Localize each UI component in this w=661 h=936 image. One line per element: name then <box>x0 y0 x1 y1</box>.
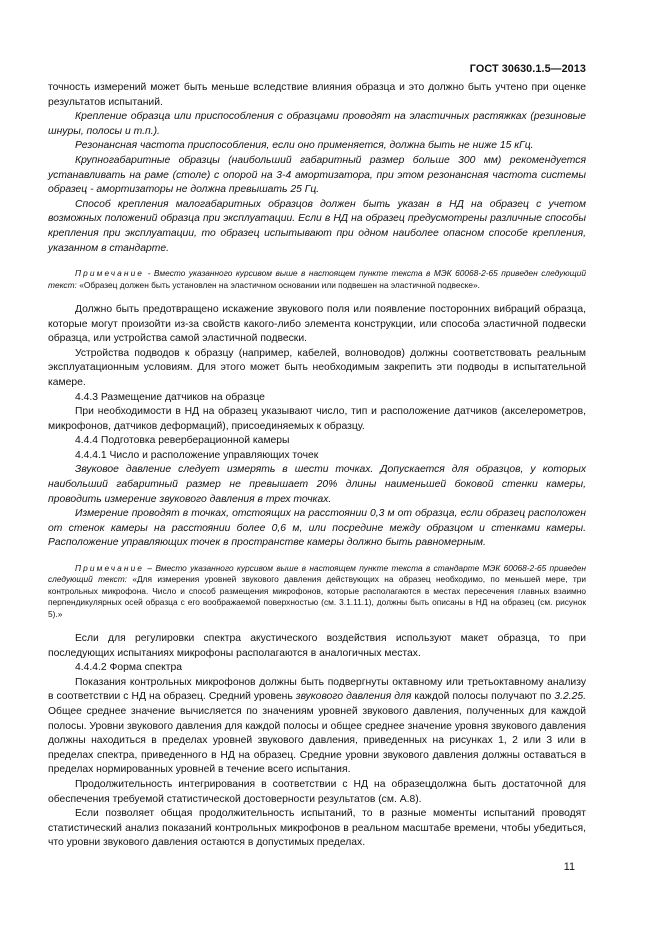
text-run: Показания контрольных микрофонов должны быть подвергнуты октавному или третьоктавному анализу в соответствии с НД на образец. Средний уровень <box>48 676 586 703</box>
paragraph-italic: Крупногабаритные образцы (наибольший габаритный размер больше 300 мм) рекомендуется устанавливать на раме (столе) с опорой на 3-4 амортизатора, при этом резонансная частота системы образец - амортизаторы не должна превышать 25 Гц. <box>48 154 586 196</box>
paragraph: При необходимости в НД на образец указывают число, тип и расположение датчиков (акселерометров, микрофонов, датчиков деформаций), присоединяемых к образцу. <box>48 406 586 432</box>
paragraph-italic: Звуковое давление следует измерять в шести точках. Допускается для образцов, у которых наибольший габаритный размер не превышает 20% длины наименьшей боковой стенки камеры, проводить измерение звукового давления в трех точках. <box>48 464 586 505</box>
note-label: Примечание <box>75 563 145 574</box>
paragraph-italic: Резонансная частота приспособления, если оно применяется, должна быть не ниже 15 кГц. <box>75 140 534 152</box>
document-body <box>48 81 586 851</box>
standard-header: ГОСТ 30630.1.5—2013 <box>469 63 586 75</box>
note-quote: «Для измерения уровней звукового давления действующих на образец необходимо, по меньшей мере, три контрольных микрофона. Число и способ размещения микрофонов, которые располагаются в местах пересечения главных взаимно перпендикулярных осей образца с его воображаемой поверхностью (см. 3.1.11.1), должны быть описаны в НД на образец (см. рисунок 5).» <box>48 574 586 619</box>
page-number: 11 <box>563 861 575 873</box>
paragraph: Продолжительность интегрирования в соответствии с НД на образецдолжна быть достаточной для обеспечения требуемой статистической достоверности результатов (см. А.8). <box>48 779 586 805</box>
note-2 <box>48 563 586 620</box>
paragraph-italic: Крепление образца или приспособления с образцами проводят на эластичных растяжках (резиновые шнуры, полосы и т.п.). <box>48 111 586 137</box>
section-heading-4-4-4-2: 4.4.4.2 Форма спектра <box>75 662 183 674</box>
paragraph: Должно быть предотвращено искажение звукового поля или появление посторонних вибраций образца, которые могут произойти из-за свойств какого-либо элемента конструкции, или способа эластичной подвески образца, или устройства самой эластичной подвески. <box>48 303 586 345</box>
text-run-italic: звукового давления для <box>295 691 412 703</box>
section-heading-4-4-3: 4.4.3 Размещение датчиков на образце <box>75 391 265 403</box>
paragraph: Устройства подводов к образцу (например, кабелей, волноводов) должны соответствовать реальным эксплуатационным условиям. Для этого может быть необходимым закрепить эти подводы в испытательной камере. <box>48 347 586 388</box>
paragraph-italic: Способ крепления малогабаритных образцов должен быть указан в НД на образец с учетом возможных положений образца при эксплуатации. Если в НД на образец предусмотрены различные способы крепления при эксплуатации, то образец испытывают при одном наиболее опасном способе крепления, указанном в стандарте. <box>48 198 586 254</box>
note-intro: - Вместо указанного курсивом выше в настоящем пункте текста в МЭК 60068-2-65 приведен следующий текст: <box>48 268 586 290</box>
note-quote: «Образец должен быть установлен на эластичном основании или подвешен на эластичной подвеске». <box>76 279 480 290</box>
note-intro: – Вместо указанного курсивом выше в настоящем пункте текста в стандарте МЭК 60068-2-65 приведен следующий текст: <box>48 563 586 585</box>
text-run: каждой полосы получают по <box>411 691 555 703</box>
text-run: Общее среднее значение вычисляется по значениям уровней звукового давления, полученных для каждой полосы. Уровни звукового давления для каждой полосы и общее среднее значение уровня звукового давления должны находиться в пределах уровней звукового давления, приведенных на рисунках 1, 2 или 3 или в пределах спектра, приведенного в НД на образец. Средние уровни звукового давления должны оставаться в пределах нормированных уровней в течение всего испытания. <box>48 706 586 776</box>
paragraph: Если для регулировки спектра акустического воздействия используют макет образца, то при последующих испытаниях микрофоны располагаются в аналогичных местах. <box>48 633 586 659</box>
paragraph-italic: Измерение проводят в точках, отстоящих на расстоянии 0,3 м от образца, если образец расположен от стенок камеры на расстоянии более 0,6 м, или посредине между образцом и стенками камеры. Расположение управляющих точек в пространстве камеры должно быть равномерным. <box>48 508 586 549</box>
note-label: Примечание <box>75 268 145 279</box>
paragraph: точность измерений может быть меньше вследствие влияния образца и это должно быть учтено при оценке результатов испытаний. <box>48 82 586 108</box>
paragraph: Если позволяет общая продолжительность испытаний, то в разные моменты испытаний проводят статистический анализ показаний контрольных микрофонов в реальном масштабе времени, чтобы убедиться, что уровни звукового давления остаются в допустимых пределах. <box>48 808 586 849</box>
note-1 <box>48 268 586 291</box>
section-heading-4-4-4-1: 4.4.4.1 Число и расположение управляющих точек <box>75 449 319 461</box>
paragraph <box>48 676 586 778</box>
section-heading-4-4-4: 4.4.4 Подготовка реверберационной камеры <box>75 435 290 447</box>
text-run-italic: 3.2.25. <box>554 691 586 703</box>
